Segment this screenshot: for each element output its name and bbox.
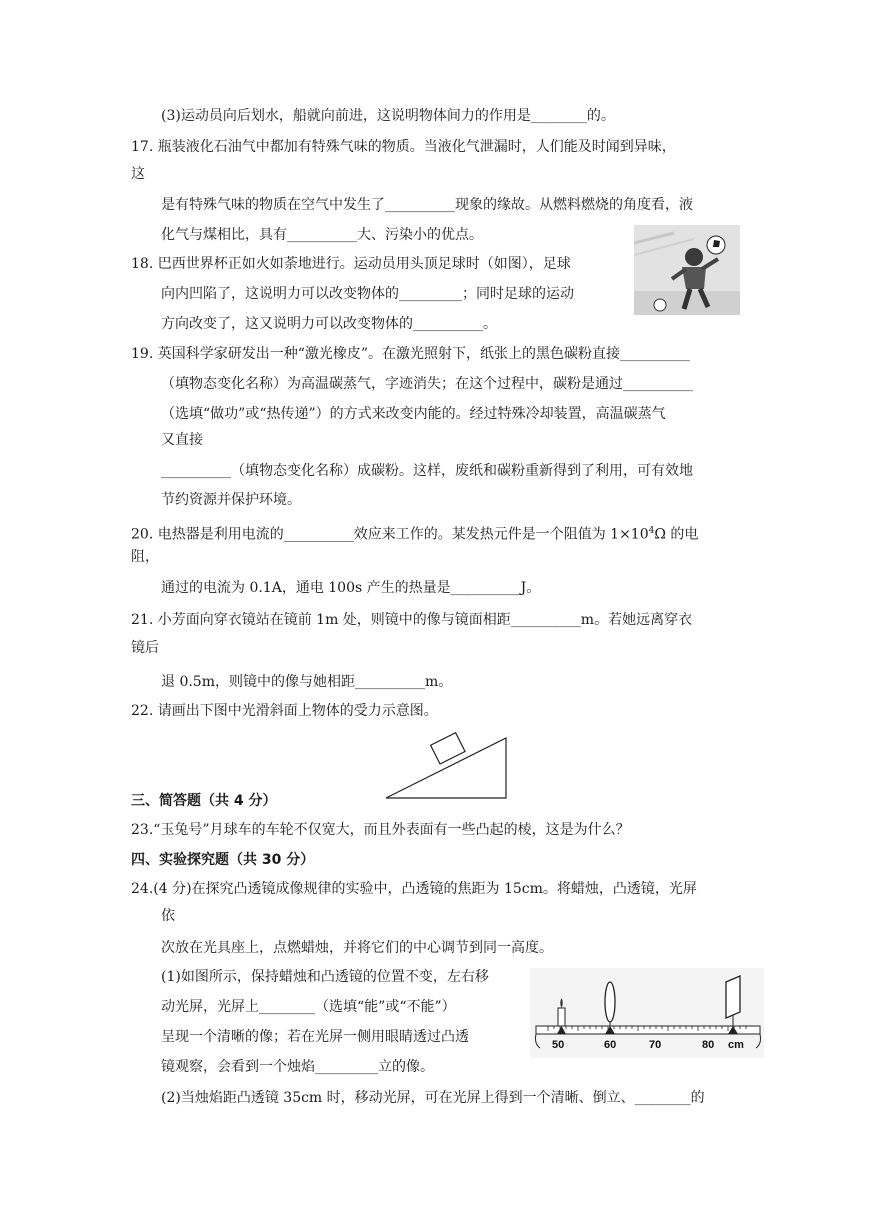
q24-line5: 动光屏，光屏上________（选填“能”或“不能”） [161, 999, 456, 1015]
q18-line2: 向内凹陷了，这说明力可以改变物体的_________；同时足球的运动 [161, 286, 574, 302]
bench-tick-label-70: 70 [649, 1039, 662, 1051]
q24-line8: (2)当烛焰距凸透镜 35cm 时，移动光屏，可在光屏上得到一个清晰、倒立、________的 [161, 1090, 705, 1106]
q21-line2: 镜后 [131, 640, 159, 656]
q16-part3: (3)运动员向后划水，船就向前进，这说明物体间力的作用是________的。 [161, 108, 615, 124]
q22-line: 22. 请画出下图中光滑斜面上物体的受力示意图。 [131, 703, 438, 719]
q19-line2: （填物态变化名称）为高温碳蒸气，字迹消失；在这个过程中，碳粉是通过__________ [161, 376, 693, 392]
q19-line6: 节约资源并保护环境。 [161, 492, 301, 508]
q20-line3: 通过的电流为 0.1A，通电 100s 产生的热量是__________J。 [161, 580, 541, 596]
q21-line3: 退 0.5m，则镜中的像与她相距__________m。 [161, 674, 453, 690]
q19-line3: （选填“做功”或“热传递”）的方式来改变内能的。经过特殊冷却装置，高温碳蒸气 [161, 406, 666, 422]
q21-line1: 21. 小芳面向穿衣镜站在镜前 1m 处，则镜中的像与镜面相距__________m。若她远离穿衣 [131, 612, 693, 628]
q17-line4: 化气与煤相比，具有__________大、污染小的优点。 [161, 227, 483, 243]
optical-bench-figure [530, 968, 764, 1058]
soccer-header-image [634, 225, 740, 315]
bench-tick-label-60: 60 [604, 1039, 617, 1051]
bench-unit-label: cm [728, 1039, 744, 1051]
q19-line4: 又直接 [161, 432, 203, 448]
bench-tick-label-80: 80 [702, 1039, 715, 1051]
q20-line1 [131, 521, 698, 545]
q17-line3: 是有特殊气味的物质在空气中发生了__________现象的缘故。从燃料燃烧的角度看，液 [161, 197, 693, 213]
q19-line1: 19. 英国科学家研发出一种“激光橡皮”。在激光照射下，纸张上的黑色碳粉直接__________ [131, 346, 691, 362]
q24-line1: 24.(4 分)在探究凸透镜成像规律的实验中，凸透镜的焦距为 15cm。将蜡烛，凸透镜，光屏 [131, 881, 697, 897]
q20-text-post: Ω 的电 [654, 526, 699, 543]
q20-line2: 阻， [131, 549, 159, 565]
q20-text-pre: 20. 电热器是利用电流的__________效应来工作的。某发热元件是一个阻值为 1×10 [131, 526, 649, 543]
section-3-heading: 三、简答题（共 4 分） [131, 793, 277, 809]
q23-line: 23.“玉兔号”月球车的车轮不仅宽大，而且外表面有一些凸起的棱，这是为什么？ [131, 822, 630, 838]
section-4-heading: 四、实验探究题（共 30 分） [131, 852, 315, 868]
q24-line7: 镜观察，会看到一个烛焰_________立的像。 [161, 1059, 434, 1075]
q24-line3: 次放在光具座上，点燃蜡烛，并将它们的中心调节到同一高度。 [161, 940, 553, 956]
q20-exponent: 4 [648, 526, 655, 536]
q24-line6: 呈现一个清晰的像；若在光屏一侧用眼睛透过凸透 [161, 1029, 469, 1045]
bench-tick-label-50: 50 [552, 1039, 565, 1051]
q17-line1: 17. 瓶装液化石油气中都加有特殊气味的物质。当液化气泄漏时，人们能及时闻到异味， [131, 139, 676, 155]
q18-line1: 18. 巴西世界杯正如火如荼地进行。运动员用头顶足球时（如图），足球 [131, 256, 571, 272]
inclined-plane-figure [380, 730, 510, 802]
q17-line2: 这 [131, 166, 145, 182]
q24-line2: 依 [161, 908, 175, 924]
q24-line4: (1)如图所示，保持蜡烛和凸透镜的位置不变，左右移 [161, 969, 489, 985]
q18-line3: 方向改变了，这又说明力可以改变物体的__________。 [161, 316, 497, 332]
q19-line5: __________（填物态变化名称）成碳粉。这样，废纸和碳粉重新得到了利用，可有效地 [161, 463, 693, 479]
